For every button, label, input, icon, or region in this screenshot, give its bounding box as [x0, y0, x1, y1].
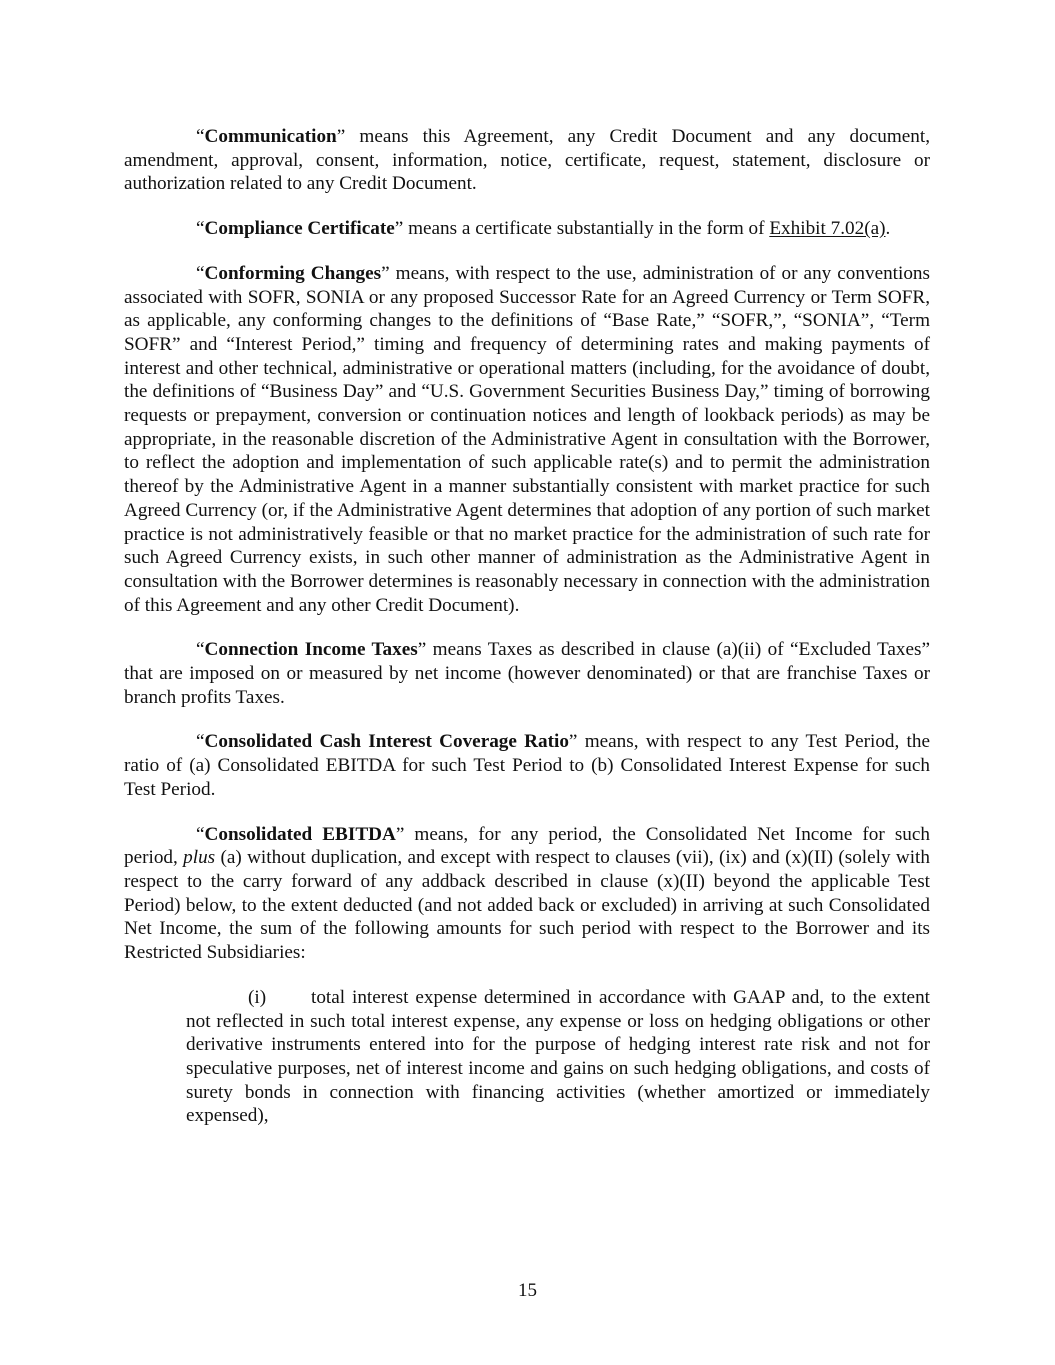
defined-term: Consolidated EBITDA [204, 823, 396, 845]
defined-term: Conforming Changes [204, 262, 382, 284]
definition-communication [124, 125, 930, 196]
defined-term: Connection Income Taxes [204, 639, 418, 661]
definition-consolidated-ebitda [124, 823, 930, 965]
quote-close: ” [417, 639, 427, 661]
quote-close: ” [381, 262, 390, 284]
definition-text: means this Agreement, any Credit Document and any document, amendment, approval, consent, information, notice, certificate, request, statement, disclosure or authorization related to any Credit Document. [124, 126, 930, 195]
definition-consolidated-cash-interest-coverage-ratio [124, 730, 930, 801]
quote-close: ” [395, 823, 405, 845]
definition-text: means, with respect to the use, administration of or any conventions associated with SOFR, SONIA or any proposed Successor Rate for an Agreed Currency or Term SOFR, as applicable, any conforming changes to the definitions of “Base Rate,” “SOFR,”, “SONIA”, “Term SOFR” and “Interest Period,” timing and frequency of determining rates and making payments of interest and other technical, administrative or operational matters (including, for the avoidance of doubt, the definitions of “Business Day” and “U.S. Government Securities Business Day,” timing of borrowing requests or prepayment, conversion or continuation notices and length of lookback periods) as may be appropriate, in the reasonable discretion of the Administrative Agent in consultation with the Borrower, to reflect the adoption and implementation of such applicable rate(s) and to permit the administration thereof by the Administrative Agent in a manner substantially consistent with market practice for such Agreed Currency (or, if the Administrative Agent determines that adoption of any portion of such market practice is not administratively feasible or that no market practice for the administration of such rate for such Agreed Currency exists, in such other manner of administration as the Administrative Agent in consultation with the Borrower determines is reasonably necessary in connection with the administration of this Agreement and any other Credit Document). [124, 262, 930, 616]
quote-close: ” [336, 126, 346, 147]
definition-text: means, with respect to any Test Period, the ratio of (a) Consolidated EBITDA for such Test Period to (b) Consolidated Interest Expense for such Test Period. [124, 731, 930, 800]
clause-i [186, 986, 930, 1128]
defined-term: Consolidated Cash Interest Coverage Ratio [204, 731, 569, 753]
definition-text: means, for any period, the Consolidated Net Income for such period, [124, 823, 930, 869]
clause-number: (i) [248, 986, 267, 1008]
quote-open: “ [196, 639, 205, 661]
quote-close: ” [568, 731, 578, 753]
definition-text-end: . [885, 218, 891, 240]
defined-term: Communication [204, 126, 337, 147]
definition-text: means a certificate substantially in the form of [403, 218, 770, 240]
definition-compliance-certificate [124, 217, 930, 241]
definition-text-end: (a) without duplication, and except with respect to clauses (vii), (ix) and (x)(II) (solely with respect to the carry forward of any addback described in clause (x)(II) beyond the applicable Test Period) below, to the extent deducted (and not added back or excluded) in arriving at such Consolidated Net Income, the sum of the following amounts for such period with respect to the Borrower and its Restricted Subsidiaries: [124, 847, 930, 964]
page-number: 15 [518, 1280, 537, 1301]
definition-conforming-changes [124, 262, 930, 618]
quote-open: “ [196, 218, 205, 240]
italic-plus: plus [183, 847, 216, 869]
exhibit-link[interactable]: Exhibit 7.02(a) [769, 218, 886, 240]
quote-open: “ [196, 823, 205, 845]
quote-open: “ [196, 126, 205, 147]
quote-close: ” [394, 218, 404, 240]
clause-text: total interest expense determined in accordance with GAAP and, to the extent not reflected in such total interest expense, any expense or loss on hedging obligations or other derivative instruments entered into for the purpose of hedging interest rate risk and not for speculative purposes, net of interest income and gains on such hedging obligations, and costs of surety bonds in connection with financing activities (whether amortized or immediately expensed), [186, 986, 930, 1127]
defined-term: Compliance Certificate [204, 218, 395, 240]
document-page [124, 125, 930, 1149]
quote-open: “ [196, 262, 205, 284]
definition-connection-income-taxes [124, 638, 930, 709]
quote-open: “ [196, 731, 205, 753]
definition-text: means Taxes as described in clause (a)(ii) of “Excluded Taxes” that are imposed on or measured by net income (however denominated) or that are franchise Taxes or branch profits Taxes. [124, 639, 930, 708]
